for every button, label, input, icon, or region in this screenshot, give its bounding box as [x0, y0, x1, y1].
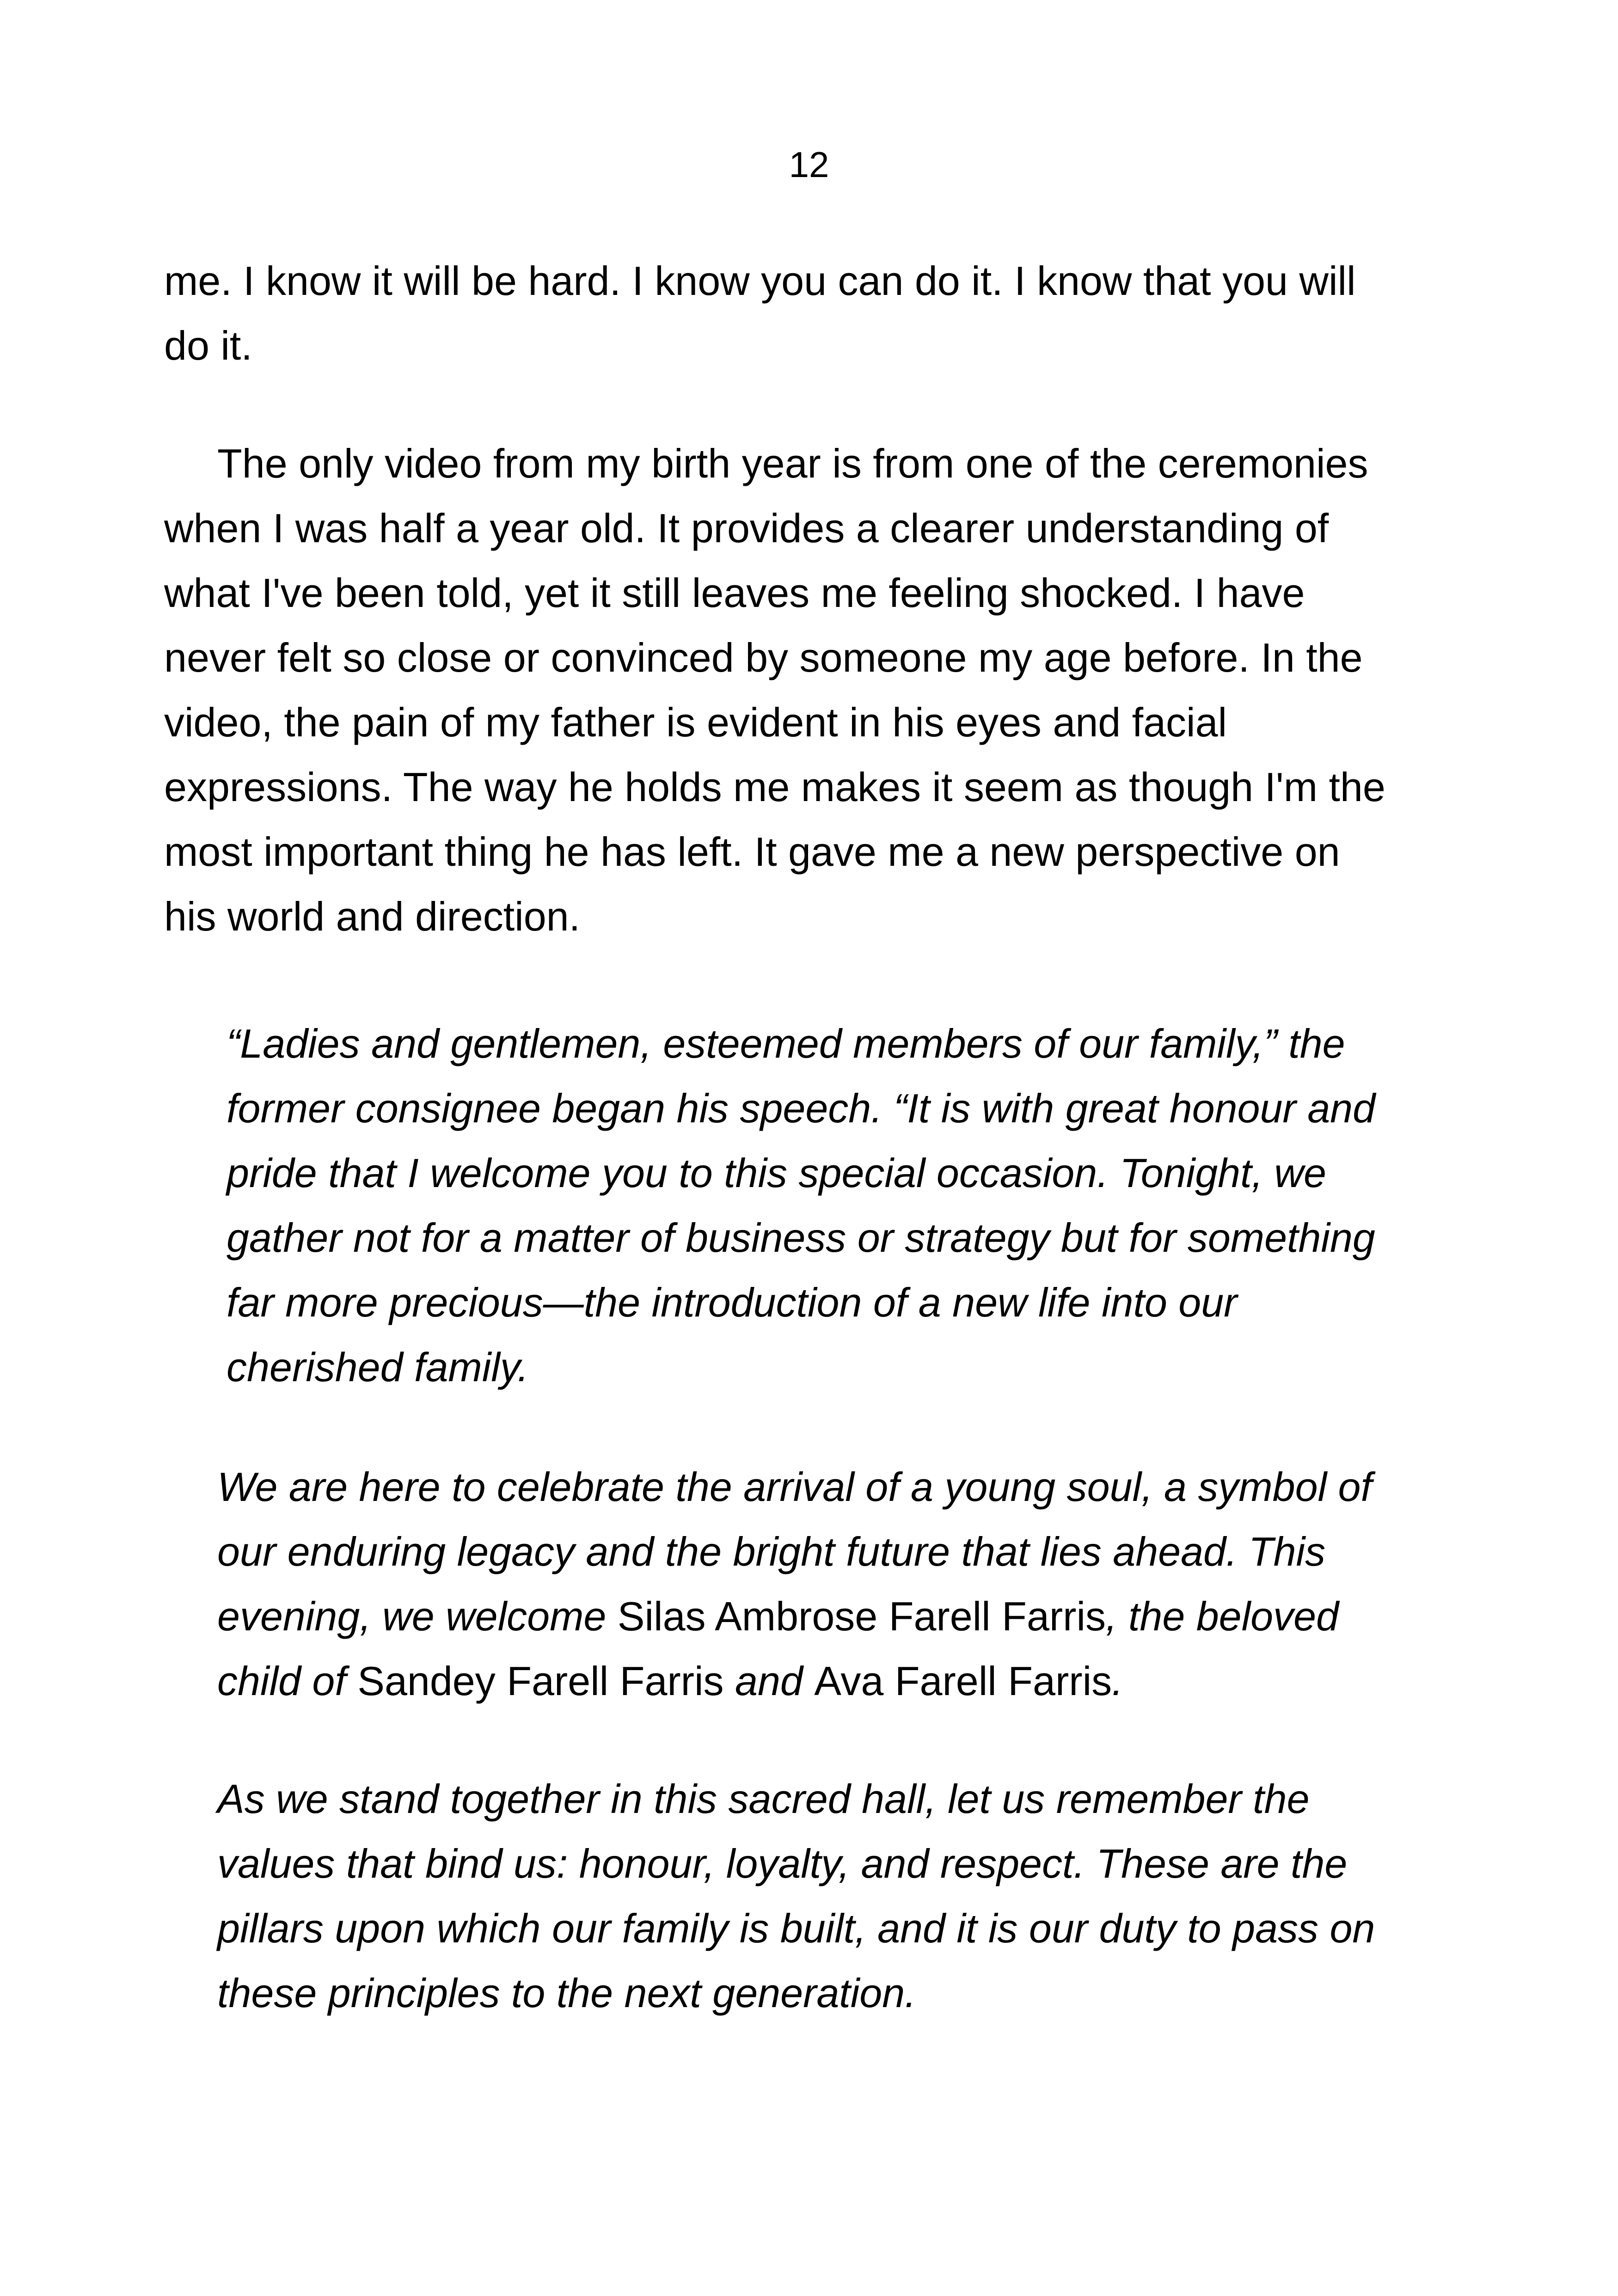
speech-line: pillars upon which our family is built, and it is our duty to pass on — [217, 1905, 1375, 1951]
text-line: when I was half a year old. It provides a clearer understanding of — [164, 505, 1329, 551]
child-name: Silas Ambrose Farell Farris — [617, 1593, 1106, 1639]
speech-line-with-name — [217, 1584, 1372, 1649]
speech-line: gather not for a matter of business or strategy but for something — [227, 1215, 1375, 1261]
paragraph-video — [164, 431, 1385, 949]
speech-line: former consignee began his speech. “It is with great honour and — [227, 1085, 1376, 1131]
speech-paragraph-opening — [227, 1011, 1375, 1400]
text-line: The only video from my birth year is from one of the ceremonies — [217, 441, 1368, 486]
text-line: expressions. The way he holds me makes it seem as though I'm the — [164, 764, 1385, 810]
text-line: video, the pain of my father is evident in his eyes and facial — [164, 699, 1227, 745]
text-line: never felt so close or convinced by someone my age before. In the — [164, 635, 1363, 680]
mother-name: Ava Farell Farris — [814, 1658, 1112, 1704]
text-line: his world and direction. — [164, 894, 581, 939]
paragraph-continuation — [164, 249, 1356, 378]
speech-fragment: and — [723, 1658, 815, 1704]
speech-fragment: , the beloved — [1106, 1593, 1339, 1639]
speech-paragraph-welcome — [217, 1455, 1372, 1714]
speech-line: As we stand together in this sacred hall, let us remember the — [217, 1776, 1310, 1822]
speech-fragment: child of — [217, 1658, 358, 1704]
speech-line-with-names — [217, 1649, 1372, 1714]
speech-line: We are here to celebrate the arrival of a young soul, a symbol of — [217, 1464, 1372, 1510]
page-number: 12 — [789, 144, 829, 185]
speech-line: our enduring legacy and the bright future that lies ahead. This — [217, 1529, 1326, 1574]
speech-line: cherished family. — [227, 1344, 529, 1390]
speech-line: far more precious—the introduction of a new life into our — [227, 1280, 1238, 1325]
speech-fragment: . — [1112, 1658, 1123, 1704]
speech-line: pride that I welcome you to this special occasion. Tonight, we — [227, 1150, 1326, 1196]
text-line: most important thing he has left. It gave me a new perspective on — [164, 829, 1340, 875]
speech-line: “Ladies and gentlemen, esteemed members of our family,” the — [227, 1021, 1345, 1066]
speech-paragraph-values — [217, 1767, 1375, 2026]
speech-fragment: evening, we welcome — [217, 1593, 618, 1639]
father-name: Sandey Farell Farris — [357, 1658, 724, 1704]
speech-line: values that bind us: honour, loyalty, and respect. These are the — [217, 1841, 1348, 1886]
text-line: do it. — [164, 323, 252, 368]
speech-line: these principles to the next generation. — [217, 1970, 916, 2016]
text-line: me. I know it will be hard. I know you can do it. I know that you will — [164, 258, 1356, 304]
text-line: what I've been told, yet it still leaves me feeling shocked. I have — [164, 570, 1305, 616]
